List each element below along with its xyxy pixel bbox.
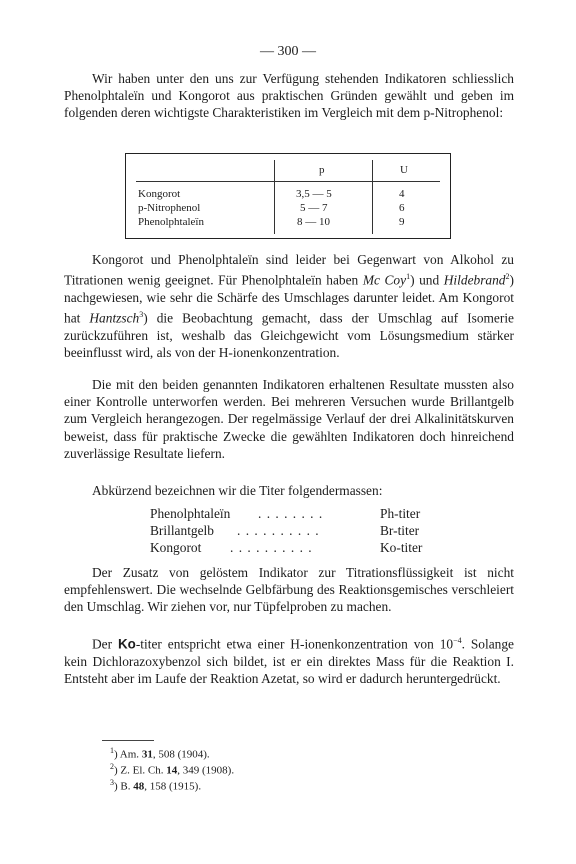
footnote-pre: ) Z. El. Ch. [114,764,167,777]
paragraph-abkuerzung: Abkürzend bezeichnen wir die Titer folgendermassen: [92,483,383,498]
paragraph-kontrolle: Die mit den beiden genannten Indikatoren erhaltenen Resultate mussten also einer Kontrolle unterworfen werden. Bei mehreren Versuchen wurde Brillantgelb zum Vergleich herangezogen. Der regelmässige Verlauf der drei Alkalinitätskurven beweist, dass für praktische Zwecke die gewählten Indikatoren doch hinreichend zuverlässige Resultate liefern. [64,377,514,461]
footnote-mark: 2 [110,762,114,771]
table-cell-p: 5 — 7 [300,202,328,214]
footnote-2 [110,762,234,777]
titer-abbr: Ph-titer [380,506,421,521]
para2-text-b: ) und [410,272,444,288]
table-col-sep-1 [274,160,275,234]
footnote-post: , 158 (1915). [144,780,202,793]
titer-dots: . . . . . . . . . . [230,540,313,555]
table-cell-p: 3,5 — 5 [296,188,332,200]
para6-text-c: . Solange kein Dichlorazoxybenzol sich bildet, ist er ein direktes Mass für die Reaktion I. Entsteht aber im Laufe der Reaktion Azetat, so wird er dadurch heruntergedrückt. [64,636,514,686]
table-cell-p: 8 — 10 [297,216,330,228]
table-cell-name: p-Nitrophenol [138,202,201,214]
footnote-mark: 1 [110,746,114,755]
table-header-rule [136,181,440,182]
footnote-ref-2: 2 [505,272,510,282]
footnote-ref-1: 1 [406,272,411,282]
titer-abbr: Br-titer [380,523,420,538]
para6-text-b: -titer entspricht etwa einer H-ionenkonzentration von 10 [135,636,454,652]
table-header-p: p [319,164,325,176]
table-col-sep-2 [372,160,373,234]
footnote-post: , 508 (1904). [152,748,210,761]
page-number: — 300 — [260,44,316,59]
footnote-ref-3: 3 [139,310,144,320]
table-cell-name: Phenolphtaleïn [138,216,204,228]
author-hantzsch: Hantzsch [89,310,140,326]
para2-text-c: ) nachgewiesen, wie sehr die Schärfe des Umschlages darunter leidet. Am Kongorot hat [64,272,514,326]
ko-label: Ko [117,636,136,652]
footnote-3 [110,778,201,793]
footnote-pre: ) Am. [114,748,142,761]
titer-name: Kongorot [150,540,202,555]
table-cell-u: 6 [399,202,405,214]
footnote-vol: 48 [133,780,145,793]
table-header-u: U [400,164,408,176]
table-cell-name: Kongorot [138,188,181,200]
paragraph-intro: Wir haben unter den uns zur Verfügung stehenden Indikatoren schliesslich Phenolphtaleïn und Kongorot aus praktischen Gründen gewählt und geben im folgenden deren wichtigste Charakteristiken im Vergleich mit dem p-Nitrophenol: [64,71,514,121]
footnote-separator [102,740,154,741]
exponent: −4 [453,636,462,645]
table-cell-u: 4 [399,188,405,200]
titer-name: Phenolphtaleïn [150,506,231,521]
footnote-1 [110,746,210,761]
footnote-post: , 349 (1908). [177,764,235,777]
indicator-table [125,153,451,239]
author-hildebrand: Hildebrand [443,272,506,288]
titer-abbr: Ko-titer [380,540,423,555]
titer-name: Brillantgelb [150,523,214,538]
para2-text-a: Kongorot und Phenolphtaleïn sind leider bei Gegenwart von Alkohol zu Titrationen wenig geeignet. Für Phenolphtaleïn haben [64,252,514,288]
paragraph-ko-titer [64,632,514,687]
footnote-mark: 3 [110,778,114,787]
table-inner [136,160,440,234]
paragraph-kongorot [64,251,514,361]
titer-dots: . . . . . . . . . . [237,523,320,538]
paragraph-zusatz: Der Zusatz von gelöstem Indikator zur Titrationsflüssigkeit ist nicht empfehlenswert. Die wechselnde Gelbfärbung des Reaktionsgemisches verschleiert den Umschlag. Wir ziehen vor, nur Tüpfelproben zu machen. [64,565,514,615]
para6-text-a: Der [92,636,118,652]
footnote-vol: 14 [166,764,178,777]
titer-dots: . . . . . . . . [258,506,324,521]
author-mccoy: Mc Coy [362,272,407,288]
para2-text-d: ) die Beobachtung gemacht, dass der Umschlag auf Isomerie zurückzuführen ist, weshalb das Gleichgewicht vom Lösungsmedium stärker beeinflusst wird, als von der H-ionenkonzentration. [64,310,514,360]
footnote-pre: ) B. [114,780,134,793]
table-cell-u: 9 [399,216,405,228]
footnote-vol: 31 [141,748,153,761]
